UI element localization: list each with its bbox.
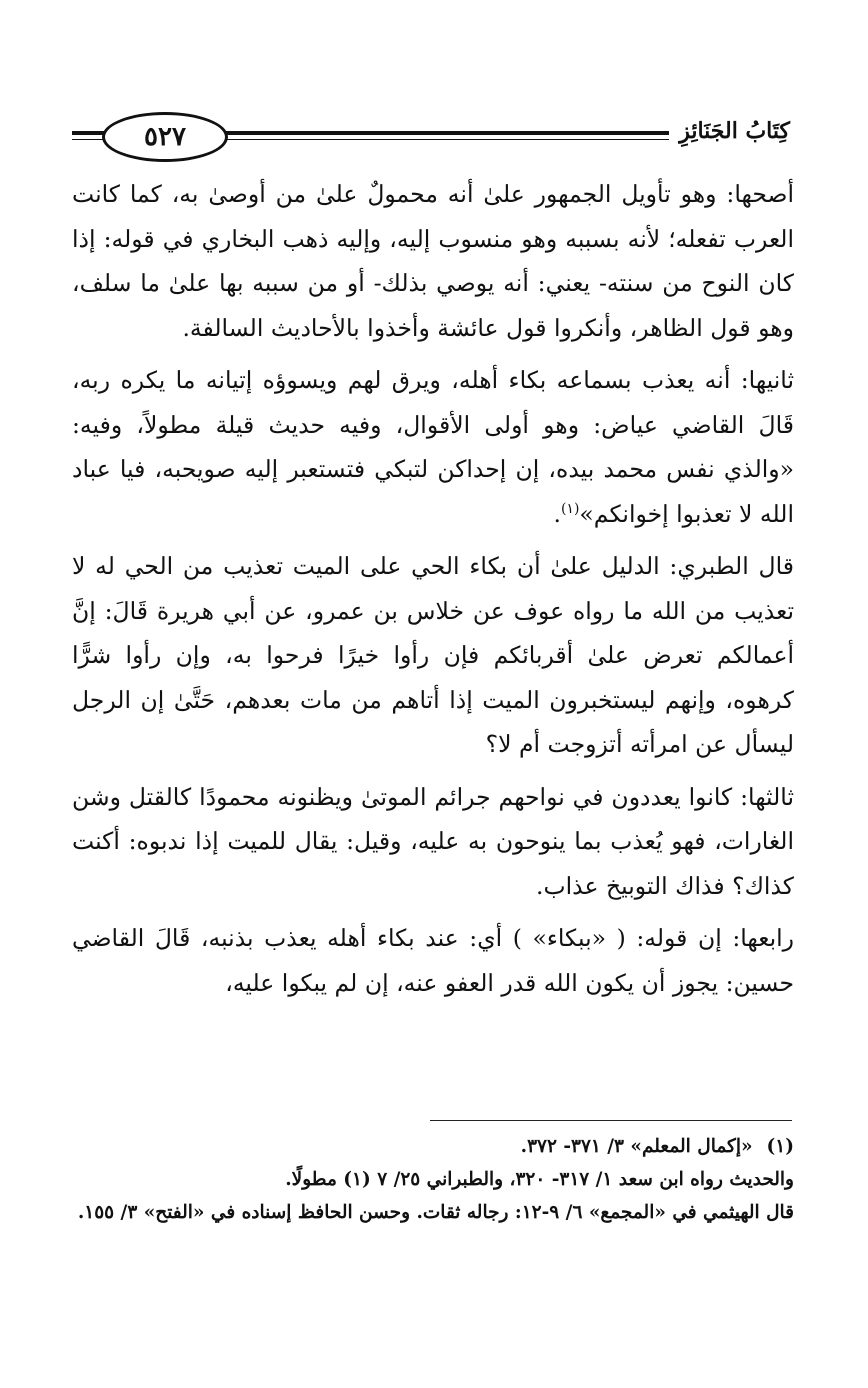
paragraph-4: ثالثها: كانوا يعددون في نواحهم جرائم الموتىٰ ويظنونه محمودًا كالقتل وشن الغارات، فهو يُعذب بما ينوحون به عليه، وقيل: يقال للميت إذا ندبوه: أكنت كذاك؟ فذاك التوبيخ عذاب. xyxy=(72,782,794,900)
page-header xyxy=(72,112,794,160)
main-text xyxy=(72,172,794,1013)
footnote-separator xyxy=(430,1120,792,1121)
paragraph-1: أصحها: وهو تأويل الجمهور علىٰ أنه محمولٌ علىٰ من أوصىٰ به، كما كانت العرب تفعله؛ لأنه بسببه وهو منسوب إليه، وإليه ذهب البخاري في قوله: إذا كان النوح من سنته- يعني: أنه يوصي بذلك- أو من سببه بها علىٰ ما سلف، وهو قول الظاهر، وأنكروا قول عائشة وأخذوا بالأحاديث السالفة. xyxy=(72,180,794,342)
footnote-line-2: والحديث رواه ابن سعد ١/ ٣١٧- ٣٢٠، والطبراني ٢٥/ ٧ (١) مطولًا. xyxy=(285,1169,794,1190)
paragraph-2-text: ثانيها: أنه يعذب بسماعه بكاء أهله، ويرق لهم ويسوؤه إتيانه ما يكره ربه، قَالَ القاضي عياض: وهو أولى الأقوال، وفيه حديث قيلة مطولاً، وفيه: «والذي نفس محمد بيده، إن إحداكن لتبكي فتستعبر إليه صويحبه، فيا عباد الله لا تعذبوا إخوانكم» xyxy=(72,366,794,528)
footnote-ref-1: (١) xyxy=(560,500,580,517)
footnote-1 xyxy=(72,1130,794,1163)
paragraph-2 xyxy=(72,358,794,536)
footnotes xyxy=(72,1130,794,1229)
paragraph-5: رابعها: إن قوله: ( «ببكاء» ) أي: عند بكاء أهله يعذب بذنبه، قَالَ القاضي حسين: يجوز أن يكون الله قدر العفو عنه، إن لم يبكوا عليه، xyxy=(72,924,794,997)
paragraph-2-end: . xyxy=(553,499,561,528)
paragraph-3: قال الطبري: الدليل علىٰ أن بكاء الحي على الميت تعذيب من الحي له لا تعذيب من الله ما رواه عوف عن خلاس بن عمرو، عن أبي هريرة قَالَ: إنَّ أعمالكم تعرض علىٰ أقربائكم فإن رأوا خيرًا فرحوا به، وإن رأوا شرًّا كرهوه، وإنهم ليستخبرون الميت إذا أتاهم من مات بعدهم، حَتَّىٰ إن الرجل ليسأل عن امرأته أتزوجت أم لا؟ xyxy=(72,552,794,758)
page-number: ٥٢٧ xyxy=(102,112,228,162)
footnote-line-3: قال الهيثمي في «المجمع» ٦/ ٩-١٢: رجاله ثقات. وحسن الحافظ إسناده في «الفتح» ٣/ ١٥٥. xyxy=(77,1202,794,1223)
footnote-number: (١) xyxy=(766,1136,794,1157)
running-title: كِتَابُ الجَنَائِزِ xyxy=(669,114,794,148)
footnote-line-1: «إكمال المعلم» ٣/ ٣٧١- ٣٧٢. xyxy=(520,1136,753,1157)
